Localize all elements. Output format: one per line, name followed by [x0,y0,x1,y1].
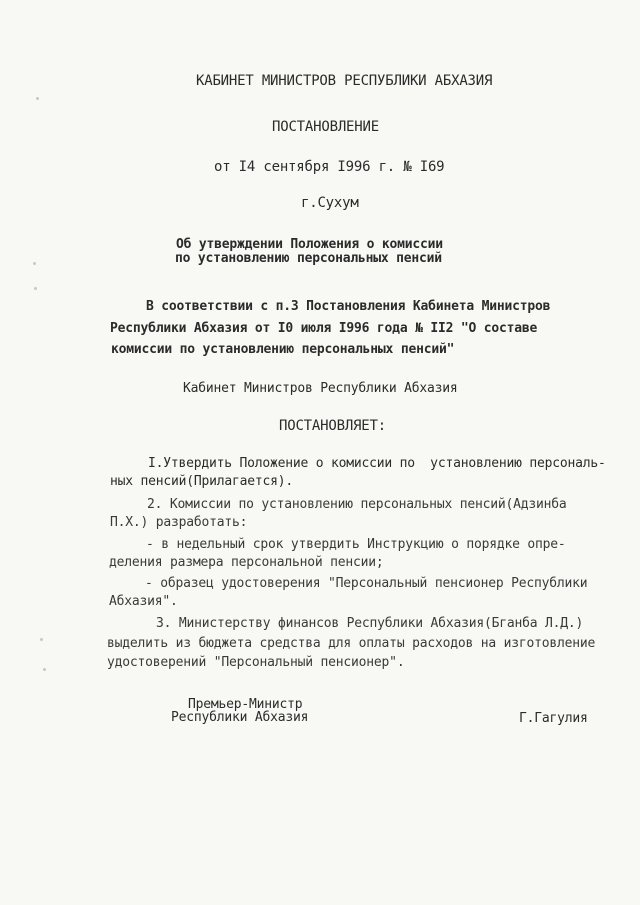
signature-name: Г.Гагулия [519,711,588,726]
item-line-6: деления размера персональной пенсии; [109,555,384,570]
item-line-2: ных пенсий(Прилагается). [110,474,294,489]
scan-speck [36,97,39,100]
item-line-1: I.Утвердить Положение о комиссии по установлению персональ- [148,456,606,471]
date-and-number: от I4 сентября I996 г. № I69 [214,159,445,175]
signature-title-2: Республики Абхазия [171,710,309,725]
preamble-line-3: комиссии по установлению персональных пенсий" [111,342,455,357]
item-line-3: 2. Комиссии по установлению персональных пенсий(Адзинба [147,497,567,512]
subject-line-1: Об утверждении Положения о комиссии [176,237,443,252]
item-line-4: П.Х.) разработать: [110,515,248,530]
document-type: ПОСТАНОВЛЕНИЕ [272,119,379,135]
decree-word: ПОСТАНОВЛЯЕТ: [279,418,386,434]
scan-speck [43,668,46,671]
item-line-7: - образец удостоверения "Персональный пенсионер Республики [145,576,588,591]
preamble-line-1: В соответствии с п.3 Постановления Кабинета Министров [146,299,551,314]
issuer: Кабинет Министров Республики Абхазия [183,381,458,396]
scan-speck [33,262,36,265]
place: г.Сухум [301,195,359,211]
cabinet-header: КАБИНЕТ МИНИСТРОВ РЕСПУБЛИКИ АБХАЗИЯ [196,73,493,89]
item-line-5: - в недельный срок утвердить Инструкцию о порядке опре- [146,537,566,552]
signature-title-1: Премьер-Министр [188,697,303,712]
item-line-10: выделить из бюджета средства для оплаты расходов на изготовление [107,636,596,651]
item-line-9: 3. Министерству финансов Республики Абхазия(Бганба Л.Д.) [156,616,584,631]
preamble-line-2: Республики Абхазия от I0 июля I996 года № II2 "О составе [110,321,538,336]
item-line-11: удостоверений "Персональный пенсионер". [107,655,405,670]
item-line-8: Абхазия". [109,594,178,609]
subject-line-2: по установлению персональных пенсий [175,251,442,266]
scan-speck [34,287,37,290]
scan-speck [40,638,43,641]
